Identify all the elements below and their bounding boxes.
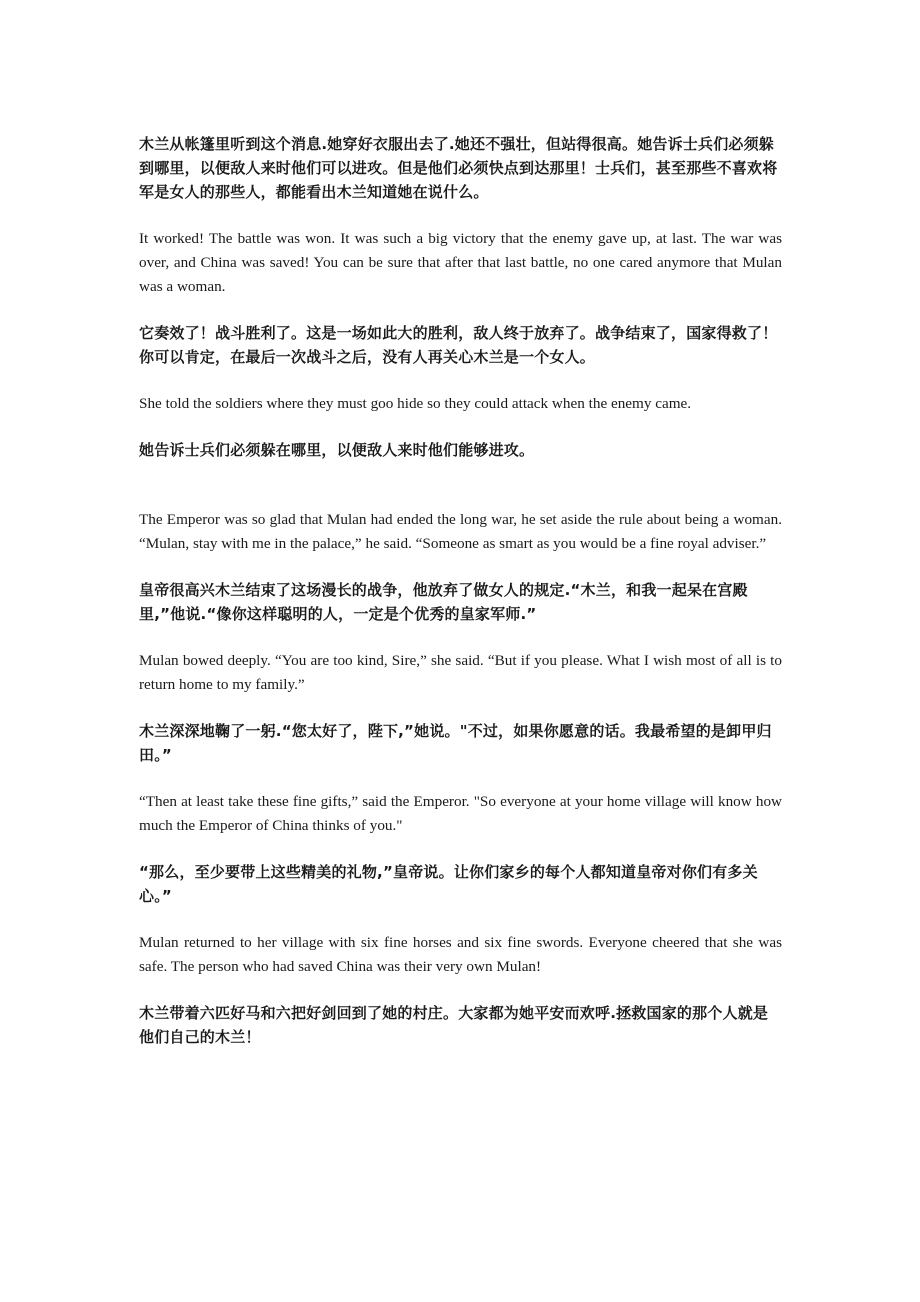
paragraph-en-2: She told the soldiers where they must goo hide so they could attack when the enemy came.: [139, 395, 692, 412]
paragraph-zh-4: 皇帝很高兴木兰结束了这场漫长的战争，他放弃了做女人的规定.“木兰，和我一起呆在宫殿里,”他说.“像你这样聪明的人，一定是个优秀的皇家军师.”: [139, 581, 748, 623]
paragraph-zh-5: 木兰深深地鞠了一躬.“您太好了，陛下,”她说。"不过，如果你愿意的话。我最希望的是卸甲归田。”: [139, 722, 772, 764]
paragraph-en-4: Mulan bowed deeply. “You are too kind, Sire,” she said. “But if you please. What I wish most of all is to return home to my family.”: [139, 652, 782, 693]
paragraph-en-3: The Emperor was so glad that Mulan had ended the long war, he set aside the rule about being a woman. “Mulan, stay with me in the palace,” he said. “Someone as smart as you would be a fine royal adviser.”: [139, 511, 782, 552]
paragraph-en-6: Mulan returned to her village with six fine horses and six fine swords. Everyone cheered that she was safe. The person who had saved China was their very own Mulan!: [139, 934, 782, 975]
paragraph-en-1: It worked! The battle was won. It was such a big victory that the enemy gave up, at last. The war was over, and China was saved! You can be sure that after that last battle, no one cared anymore that Mulan was a woman.: [139, 230, 782, 295]
paragraph-zh-2: 它奏效了！战斗胜利了。这是一场如此大的胜利，敌人终于放弃了。战争结束了，国家得救了！你可以肯定，在最后一次战斗之后，没有人再关心木兰是一个女人。: [139, 324, 778, 366]
paragraph-zh-6: “那么，至少要带上这些精美的礼物,”皇帝说。让你们家乡的每个人都知道皇帝对你们有多关心。”: [139, 863, 758, 905]
paragraph-zh-3: 她告诉士兵们必须躲在哪里，以便敌人来时他们能够进攻。: [139, 441, 535, 459]
paragraph-zh-7: 木兰带着六匹好马和六把好剑回到了她的村庄。大家都为她平安而欢呼.拯救国家的那个人就是他们自己的木兰！: [139, 1004, 769, 1046]
paragraph-en-5: “Then at least take these fine gifts,” said the Emperor. "So everyone at your home village will know how much the Emperor of China thinks of you.": [139, 793, 782, 834]
paragraph-zh-1: 木兰从帐篷里听到这个消息.她穿好衣服出去了.她还不强壮，但站得很高。她告诉士兵们必须躲到哪里，以便敌人来时他们可以进攻。但是他们必须快点到达那里！士兵们，甚至那些不喜欢将军是女人的那些人，都能看出木兰知道她在说什么。: [139, 135, 778, 201]
document-body: [139, 132, 782, 1049]
